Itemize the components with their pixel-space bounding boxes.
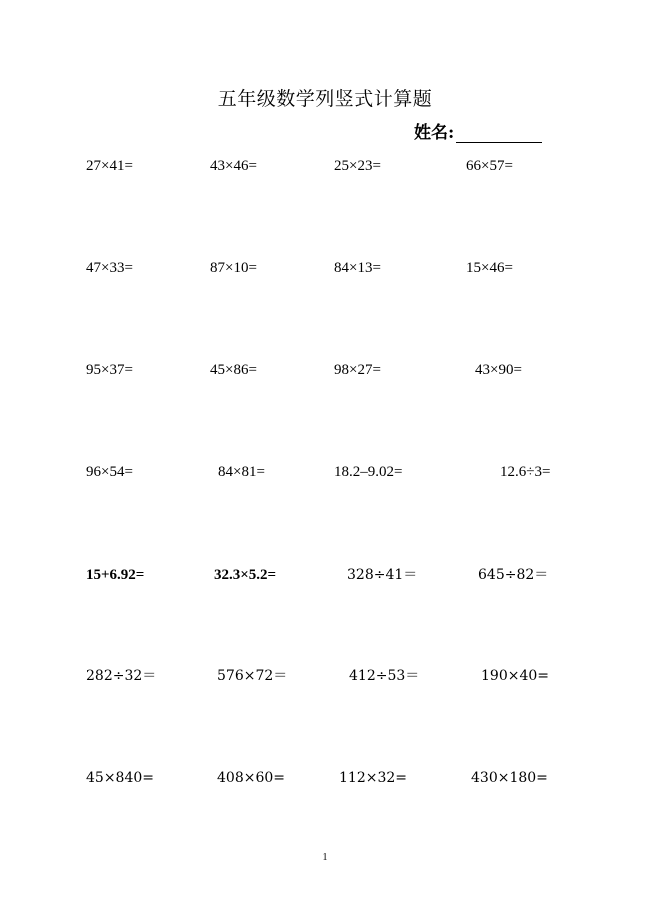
name-field bbox=[414, 118, 542, 143]
problem-2-1: 47×33= bbox=[86, 260, 133, 276]
name-label: 姓名: bbox=[414, 123, 455, 143]
problem-5-2: 32.3×5.2= bbox=[214, 567, 277, 583]
problem-3-2: 45×86= bbox=[210, 362, 257, 378]
problem-5-1: 15+6.92= bbox=[86, 567, 145, 583]
problem-1-2: 43×46= bbox=[210, 158, 257, 174]
problem-6-2: 576×72＝ bbox=[217, 668, 288, 684]
problem-7-3: 112×32= bbox=[339, 770, 407, 786]
problem-row-2 bbox=[0, 258, 650, 280]
problem-7-1: 45×840= bbox=[86, 770, 154, 786]
problem-row-6 bbox=[0, 666, 650, 688]
problem-1-3: 25×23= bbox=[334, 158, 381, 174]
problem-3-4: 43×90= bbox=[475, 362, 522, 378]
problem-row-3 bbox=[0, 360, 650, 382]
problem-1-4: 66×57= bbox=[466, 158, 513, 174]
problem-2-2: 87×10= bbox=[210, 260, 257, 276]
problem-4-4: 12.6÷3= bbox=[500, 464, 551, 480]
problem-row-5 bbox=[0, 565, 650, 587]
problem-row-4 bbox=[0, 462, 650, 484]
problem-3-3: 98×27= bbox=[334, 362, 381, 378]
problem-6-3: 412÷53＝ bbox=[349, 668, 420, 684]
problem-4-2: 84×81= bbox=[218, 464, 265, 480]
problem-1-1: 27×41= bbox=[86, 158, 133, 174]
problem-2-3: 84×13= bbox=[334, 260, 381, 276]
problem-2-4: 15×46= bbox=[466, 260, 513, 276]
problem-row-1 bbox=[0, 156, 650, 178]
worksheet-title: 五年级数学列竖式计算题 bbox=[217, 88, 433, 110]
name-blank-line bbox=[456, 124, 542, 143]
problem-6-4: 190×40= bbox=[481, 668, 549, 684]
problem-3-1: 95×37= bbox=[86, 362, 133, 378]
problem-4-1: 96×54= bbox=[86, 464, 133, 480]
problem-7-2: 408×60= bbox=[217, 770, 285, 786]
problem-5-4: 645÷82＝ bbox=[478, 567, 549, 583]
problem-row-7 bbox=[0, 768, 650, 790]
problem-4-3: 18.2–9.02= bbox=[334, 464, 403, 480]
problem-6-1: 282÷32＝ bbox=[86, 668, 157, 684]
problem-5-3: 328÷41＝ bbox=[347, 567, 418, 583]
page-number: 1 bbox=[322, 852, 328, 863]
problem-7-4: 430×180= bbox=[471, 770, 548, 786]
